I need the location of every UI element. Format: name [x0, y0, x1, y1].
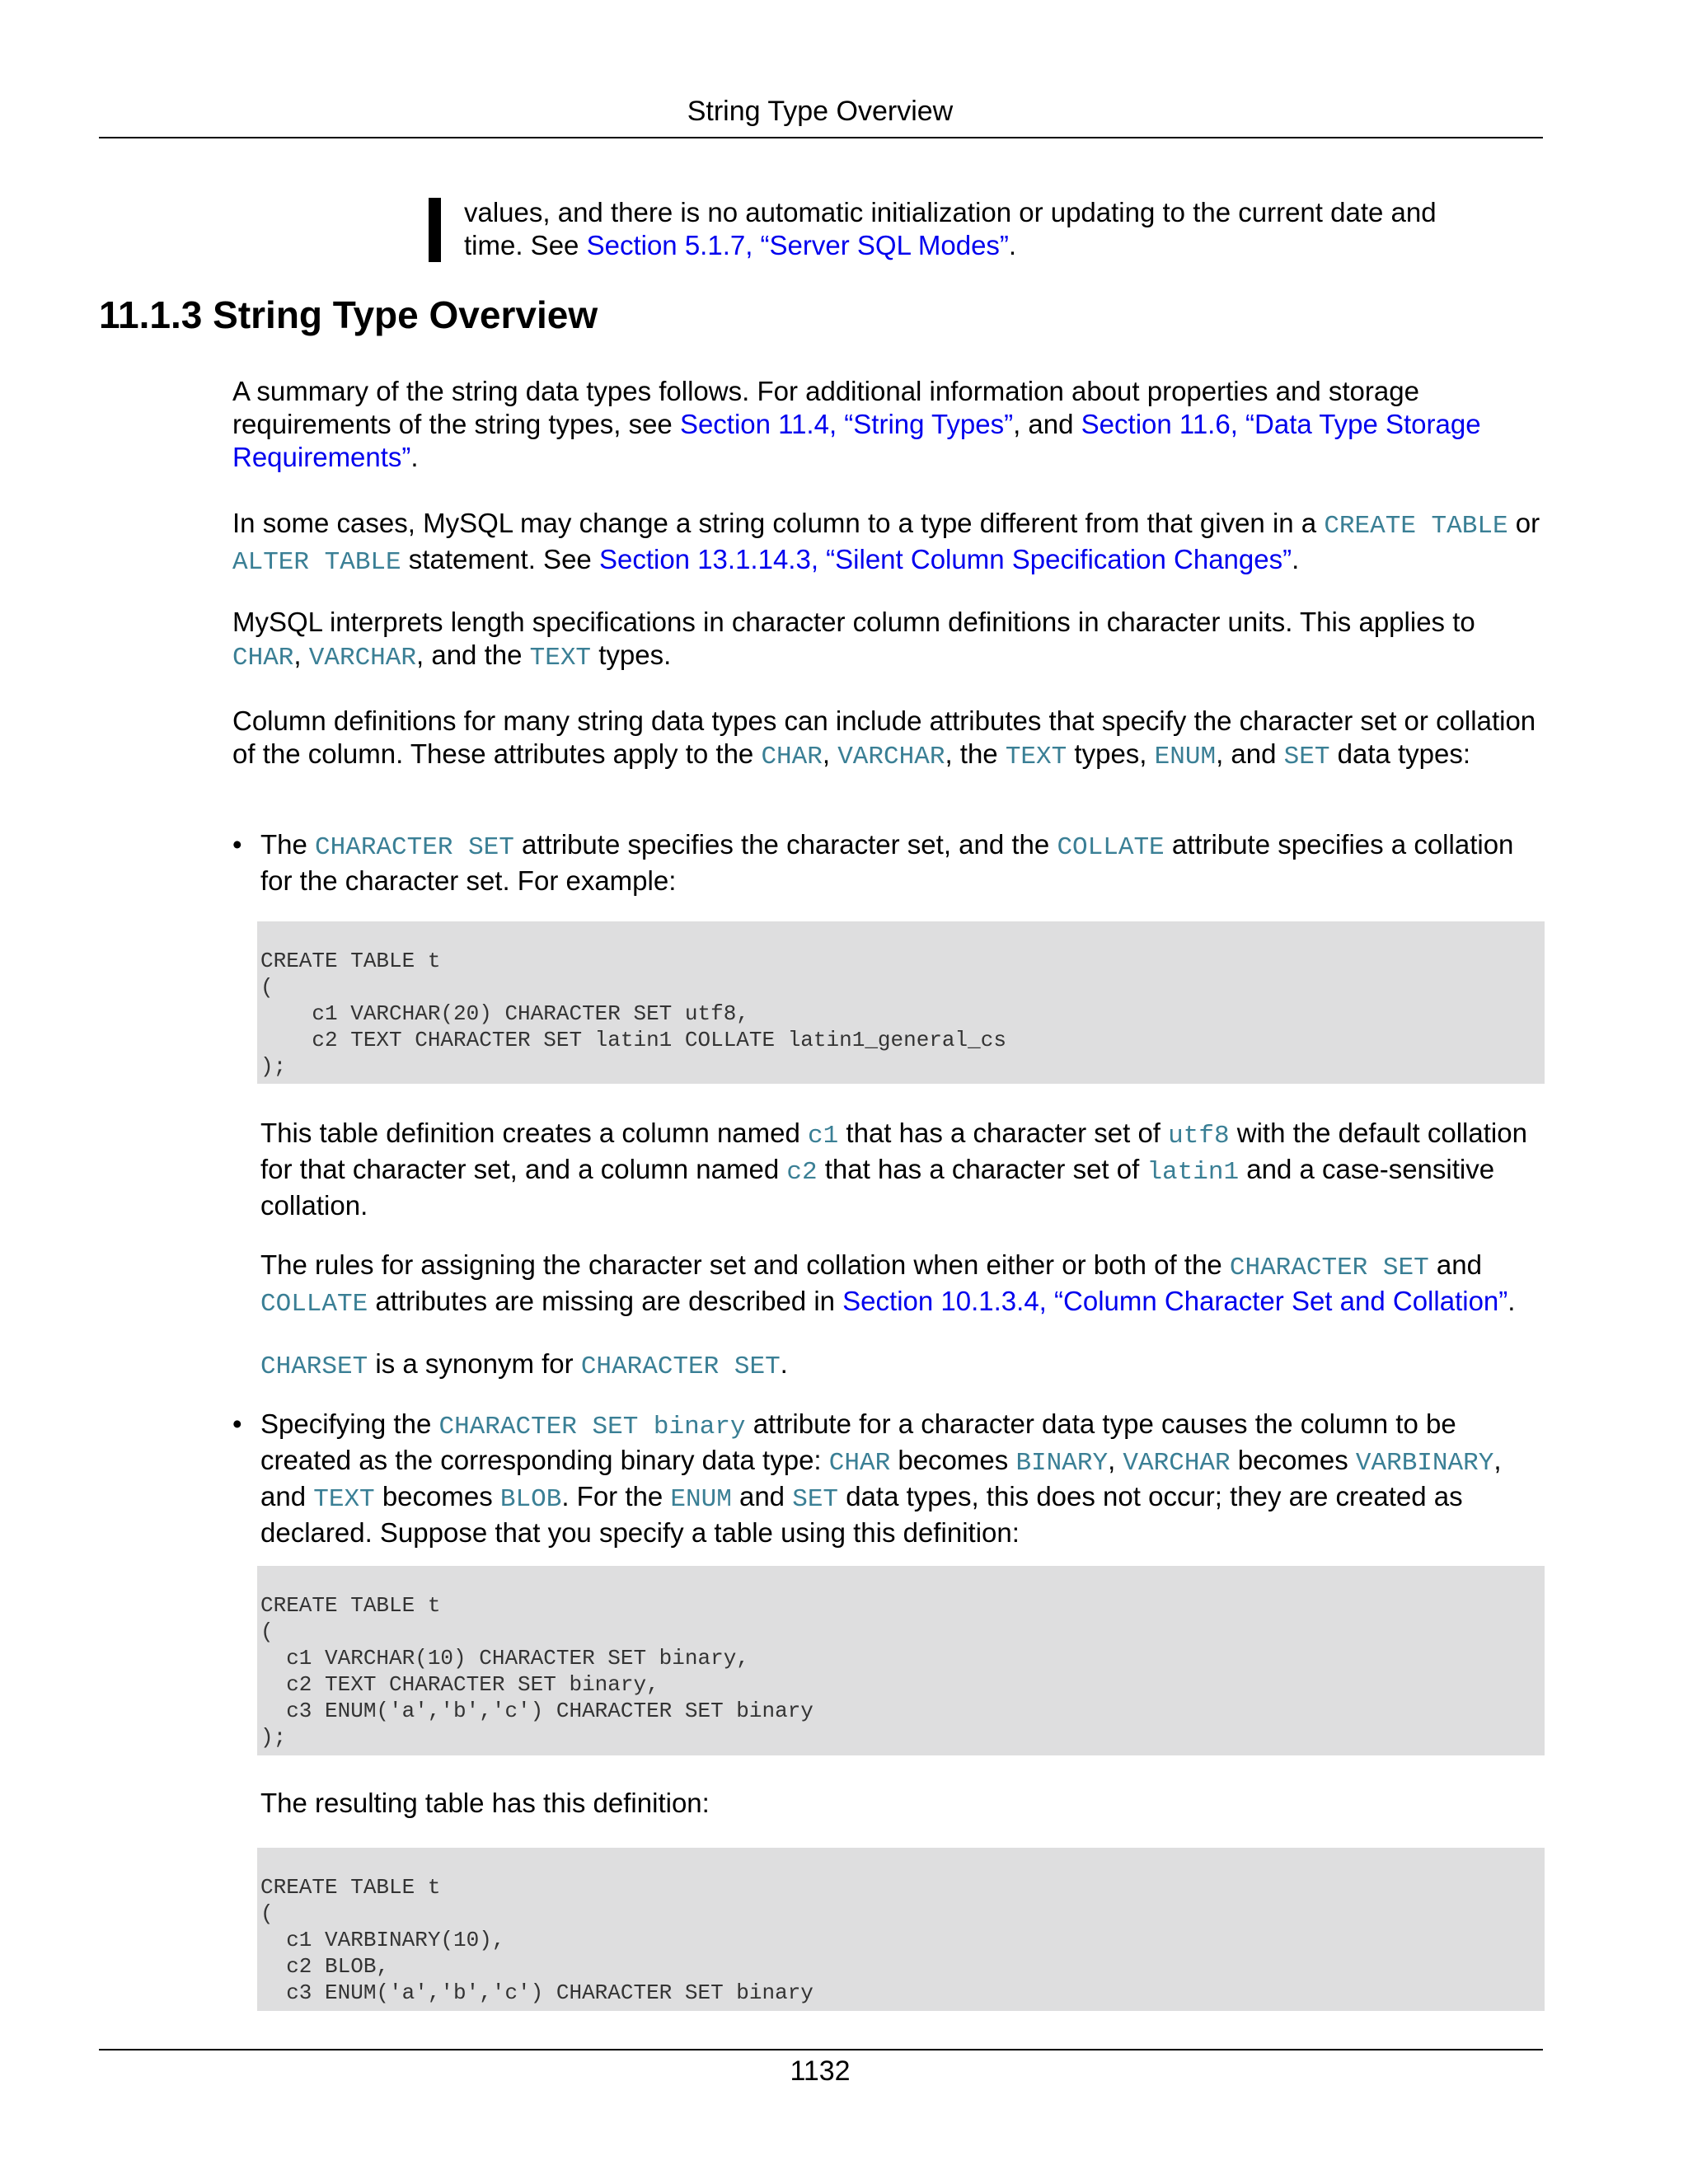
code-blob: BLOB	[499, 1485, 562, 1514]
code-binary: BINARY	[1015, 1449, 1109, 1478]
text: MySQL interprets length specifications in character column definitions in character units. This applies to	[232, 607, 1475, 637]
text: ,	[293, 640, 309, 670]
text: .	[410, 442, 419, 472]
text: , and	[1013, 409, 1081, 439]
bullet-marker: •	[232, 1408, 242, 1439]
text: types,	[1067, 738, 1155, 769]
text: with the default collation for that character set, and a column named	[260, 1118, 1527, 1184]
text: , and	[1216, 738, 1284, 769]
note-paragraph	[464, 196, 1486, 262]
code-set: SET	[792, 1485, 839, 1514]
text: . For the	[561, 1481, 671, 1511]
code-create-table: CREATE TABLE	[1324, 512, 1508, 541]
text: attribute for a character data type causes the column to be created as the corresponding binary data type:	[260, 1408, 1456, 1475]
running-header: String Type Overview	[687, 96, 954, 127]
text: becomes	[890, 1445, 1016, 1475]
paragraph-resulting-table: The resulting table has this definition:	[260, 1788, 710, 1818]
text: types.	[591, 640, 672, 670]
code-varchar: VARCHAR	[1123, 1449, 1231, 1478]
text: data types:	[1329, 738, 1471, 769]
footer-rule	[99, 2049, 1543, 2050]
code-text: TEXT	[313, 1485, 375, 1514]
code-varbinary: VARBINARY	[1355, 1449, 1494, 1478]
code-character-set: CHARACTER SET	[315, 833, 514, 862]
code-example-2: CREATE TABLE t ( c1 VARCHAR(10) CHARACTER SET binary, c2 TEXT CHARACTER SET binary, c3 ENUM('a','b','c') CHARACTER SET binary );	[257, 1566, 1545, 1755]
link-data-type-storage[interactable]: Section 11.6, “Data Type Storage Requirements”	[232, 409, 1481, 472]
code-char: CHAR	[828, 1449, 891, 1478]
code-enum: ENUM	[670, 1485, 732, 1514]
link-column-character-set[interactable]: Section 10.1.3.4, “Column Character Set and Collation”	[842, 1286, 1508, 1316]
text: and	[1428, 1249, 1482, 1280]
text: becomes	[1230, 1445, 1356, 1475]
code-char: CHAR	[761, 743, 823, 771]
paragraph-charset-synonym	[260, 1347, 1546, 1384]
text: .	[1292, 544, 1300, 574]
code-utf8: utf8	[1168, 1122, 1230, 1151]
text: that has a character set of	[838, 1118, 1169, 1148]
note-text: values, and there is no automatic initialization or updating to the current date and time. See	[464, 197, 1437, 260]
text: .	[780, 1348, 788, 1379]
text: that has a character set of	[817, 1154, 1147, 1184]
text: .	[1507, 1286, 1516, 1316]
paragraph-table-definition	[260, 1117, 1546, 1222]
paragraph-column-change	[232, 507, 1551, 579]
page-number: 1132	[790, 2055, 851, 2087]
text: or	[1507, 508, 1540, 538]
text: This table definition creates a column named	[260, 1118, 809, 1148]
text: , and the	[416, 640, 530, 670]
text: Specifying the	[260, 1408, 439, 1439]
code-alter-table: ALTER TABLE	[232, 548, 401, 577]
code-latin1: latin1	[1146, 1158, 1240, 1187]
note-change-bar	[429, 198, 441, 262]
bullet-character-set	[260, 828, 1546, 898]
text: attributes are missing are described in	[368, 1286, 843, 1316]
bullet-marker: •	[232, 829, 242, 860]
text: The	[260, 829, 316, 860]
bullet-character-set-binary	[260, 1408, 1546, 1549]
code-example-3: CREATE TABLE t ( c1 VARBINARY(10), c2 BLOB, c3 ENUM('a','b','c') CHARACTER SET binary	[257, 1848, 1545, 2011]
text: A summary of the string data types follows. For additional information about properties and storage requirements of the string types, see	[232, 376, 1419, 439]
text: The rules for assigning the character set and collation when either or both of the	[260, 1249, 1230, 1280]
section-title: 11.1.3 String Type Overview	[99, 293, 598, 336]
link-string-types[interactable]: Section 11.4, “String Types”	[679, 409, 1014, 439]
text: ,	[822, 738, 838, 769]
code-collate: COLLATE	[260, 1290, 368, 1319]
code-char: CHAR	[232, 644, 294, 673]
text: becomes	[374, 1481, 500, 1511]
text: ,	[1108, 1445, 1123, 1475]
code-collate: COLLATE	[1057, 833, 1165, 862]
text: data types, this does not occur; they are created as declared. Suppose that you specify a table using this definition:	[260, 1481, 1463, 1548]
link-silent-column-changes[interactable]: Section 13.1.14.3, “Silent Column Specification Changes”	[598, 544, 1292, 574]
text: and a case-sensitive collation.	[260, 1154, 1495, 1221]
text: , and	[260, 1445, 1502, 1511]
code-example-1: CREATE TABLE t ( c1 VARCHAR(20) CHARACTER SET utf8, c2 TEXT CHARACTER SET latin1 COLLATE latin1_general_cs );	[257, 921, 1545, 1084]
code-set: SET	[1283, 743, 1330, 771]
code-charset: CHARSET	[260, 1352, 368, 1381]
text: In some cases, MySQL may change a string column to a type different from that given in a	[232, 508, 1325, 538]
code-c1: c1	[808, 1122, 839, 1151]
code-enum: ENUM	[1154, 743, 1217, 771]
code-character-set: CHARACTER SET	[580, 1352, 781, 1381]
header-rule	[99, 137, 1543, 138]
paragraph-length-spec	[232, 606, 1551, 675]
text: and	[731, 1481, 793, 1511]
paragraph-collation-rules	[260, 1249, 1546, 1321]
code-varchar: VARCHAR	[308, 644, 416, 673]
code-character-set: CHARACTER SET	[1229, 1254, 1429, 1282]
paragraph-attributes	[232, 705, 1551, 774]
text: attribute specifies a collation for the character set. For example:	[260, 829, 1514, 896]
text: Column definitions for many string data types can include attributes that specify the character set or collation of the column. These attributes apply to the	[232, 705, 1536, 769]
text: statement. See	[401, 544, 599, 574]
text: attribute specifies the character set, and the	[513, 829, 1057, 860]
paragraph-summary	[232, 375, 1551, 474]
code-text: TEXT	[1005, 743, 1067, 771]
code-text: TEXT	[529, 644, 592, 673]
text: is a synonym for	[368, 1348, 581, 1379]
code-varchar: VARCHAR	[837, 743, 945, 771]
note-text-end: .	[1008, 230, 1017, 260]
code-c2: c2	[786, 1158, 818, 1187]
text: , the	[945, 738, 1006, 769]
link-server-sql-modes[interactable]: Section 5.1.7, “Server SQL Modes”	[586, 230, 1009, 260]
code-character-set-binary: CHARACTER SET binary	[438, 1413, 746, 1441]
